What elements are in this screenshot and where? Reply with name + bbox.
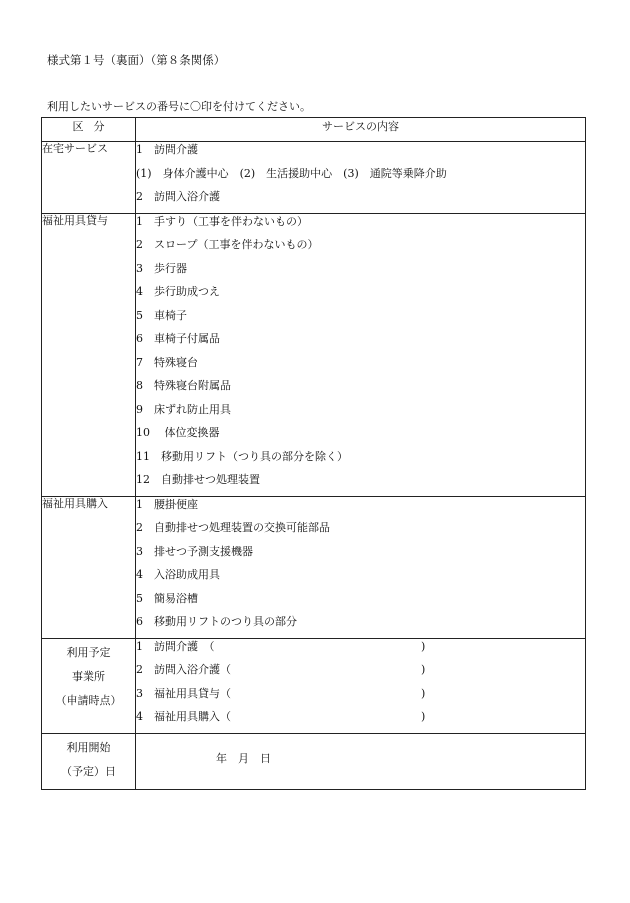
start-date-field[interactable]: [136, 733, 586, 789]
list-item[interactable]: 10 体位変換器: [136, 426, 220, 439]
list-item[interactable]: 12 自動排せつ処理装置: [136, 473, 260, 486]
close-paren: ): [421, 663, 426, 676]
list-item[interactable]: 3 歩行器: [136, 261, 187, 275]
list-item[interactable]: 6 移動用リフトのつり具の部分: [136, 615, 297, 628]
list-item[interactable]: 4 歩行助成つえ: [136, 285, 220, 298]
provider-entry[interactable]: 1 訪問介護 （ ): [136, 639, 426, 653]
items-equipment-rental: [136, 213, 586, 496]
form-title: 様式第１号（裏面）（第８条関係）: [47, 53, 226, 67]
section-equipment-purchase: [42, 496, 586, 638]
list-item[interactable]: 1 腰掛便座: [136, 497, 198, 511]
items-home-service: [136, 142, 586, 214]
list-item[interactable]: (1) 身体介護中心 (2) 生活援助中心 (3) 通院等乗降介助: [136, 166, 447, 180]
header-service-content: サービスの内容: [136, 118, 586, 142]
list-item[interactable]: 2 訪問入浴介護: [136, 190, 220, 203]
items-equipment-purchase: [136, 496, 586, 638]
category-planned-provider: 利用予定 事業所 （申請時点）: [42, 638, 136, 733]
list-item[interactable]: 1 訪問介護: [136, 143, 198, 156]
category-start-date: 利用開始 （予定）日: [42, 733, 136, 789]
category-equipment-purchase: 福祉用具購入: [42, 496, 136, 638]
list-item[interactable]: 4 入浴助成用具: [136, 568, 220, 581]
table-header-row: [42, 118, 586, 142]
section-equipment-rental: [42, 213, 586, 496]
list-item[interactable]: 3 排せつ予測支援機器: [136, 544, 253, 558]
close-paren: ): [421, 710, 426, 723]
list-item[interactable]: 11 移動用リフト（つり具の部分を除く）: [136, 449, 348, 463]
list-item[interactable]: 6 車椅子付属品: [136, 332, 220, 345]
category-home-service: 在宅サービス: [42, 142, 136, 214]
list-item[interactable]: 7 特殊寝台: [136, 355, 198, 369]
list-item[interactable]: 2 自動排せつ処理装置の交換可能部品: [136, 521, 330, 534]
items-planned-provider: [136, 638, 586, 733]
category-equipment-rental: 福祉用具貸与: [42, 213, 136, 496]
date-text: 年 月 日: [216, 751, 271, 765]
instruction-text: 利用したいサービスの番号に〇印を付けてください。: [47, 100, 311, 113]
service-table: [41, 117, 586, 790]
list-item[interactable]: 5 車椅子: [136, 308, 187, 322]
list-item[interactable]: 5 簡易浴槽: [136, 591, 198, 605]
section-planned-provider: [42, 638, 586, 733]
header-category: 区分: [42, 118, 136, 142]
list-item[interactable]: 9 床ずれ防止用具: [136, 402, 231, 416]
close-paren: ): [421, 639, 426, 653]
provider-entry[interactable]: 2 訪問入浴介護（ ): [136, 663, 426, 676]
list-item[interactable]: 8 特殊寝台附属品: [136, 379, 231, 392]
provider-entry[interactable]: 4 福祉用具購入（ ): [136, 710, 426, 723]
list-item[interactable]: 1 手すり（工事を伴わないもの）: [136, 214, 308, 228]
close-paren: ): [421, 686, 426, 700]
provider-entry[interactable]: 3 福祉用具貸与（ ): [136, 686, 426, 700]
section-home-service: [42, 142, 586, 214]
list-item[interactable]: 2 スロープ（工事を伴わないもの）: [136, 238, 319, 251]
section-start-date: [42, 733, 586, 789]
